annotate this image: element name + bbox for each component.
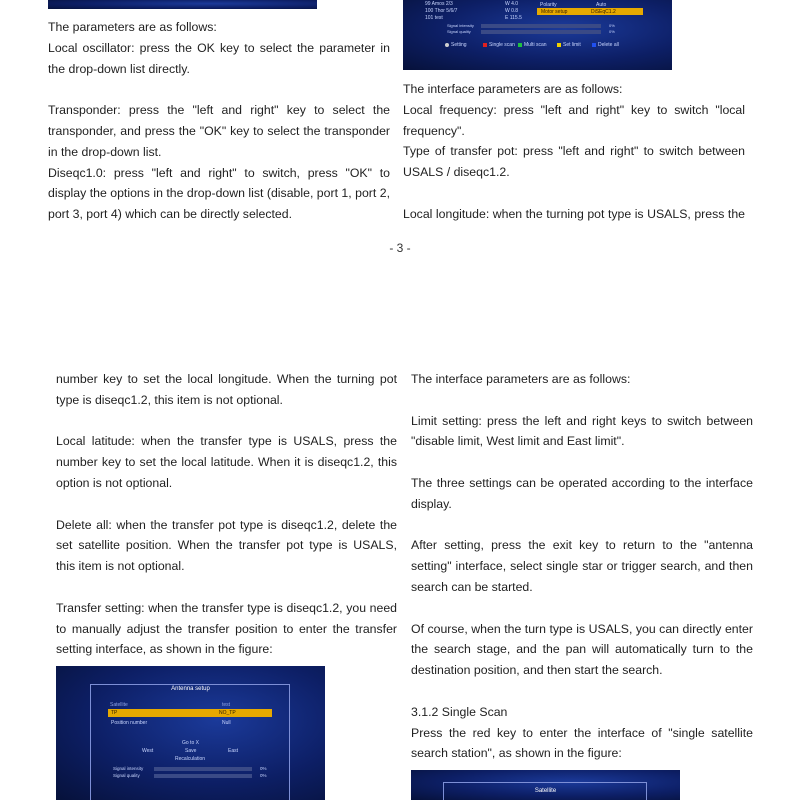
legend-single-scan: Single scan (483, 42, 515, 48)
paragraph: Limit setting: press the left and right keys to switch between "disable limit, West limit and East limit". (411, 413, 753, 449)
signal-intensity-pct: 0% (609, 23, 615, 28)
save-label: Save (185, 748, 197, 754)
motor-value: DiSEqC1.2 (591, 9, 616, 15)
signal-quality-pct: 0% (609, 29, 615, 34)
frame-border (289, 684, 290, 800)
top-left-screenshot (48, 0, 317, 9)
legend-multi-scan: Multi scan (518, 42, 547, 48)
paragraph: The interface parameters are as follows: (403, 82, 623, 96)
paragraph: Local latitude: when the transfer type is USALS, press the number key to set the local latitude. When it is diseqc1.2, this option is not optional. (56, 434, 397, 490)
paragraph: Delete all: when the transfer pot type is diseqc1.2, delete the set satellite position. When the transfer pot type is USALS, this item is not optional. (56, 517, 397, 574)
page2-left-column (56, 369, 397, 660)
frame-border (90, 684, 290, 685)
page1-left-column (48, 17, 390, 225)
signal-intensity-pct: 0% (260, 766, 267, 771)
satellite-screenshot (411, 770, 680, 800)
signal-intensity-label: Signal intensity (113, 766, 144, 771)
sat-row-2: 100 Thor 5/6/7 (425, 8, 458, 14)
legend-setting: Setting (445, 42, 467, 48)
signal-quality-pct: 0% (260, 773, 267, 778)
motor-label: Motor setup (541, 9, 568, 15)
goto-x: Go to X (182, 740, 199, 746)
paragraph: Type of transfer pot: press "left and right" to switch between USALS / diseqc1.2. (403, 144, 745, 180)
paragraph: Diseqc1.0: press "left and right" to switch, press "OK" to display the options in the drop-down list (disable, port 1, port 2, port 3, port 4) which can be directly selected. (48, 165, 390, 222)
legend-delete-all: Delete all (592, 42, 619, 48)
paragraph: Transponder: press the "left and right" key to select the transponder, and press the "OK" key to select the transponder in the drop-down list. (48, 103, 390, 159)
antenna-setup-screenshot (56, 666, 325, 800)
signal-quality-label: Signal quality (447, 29, 471, 34)
antenna-title: Antenna setup (171, 686, 210, 692)
paragraph: After setting, press the exit key to return to the "antenna setting" interface, select single star or trigger search, and then search can be started. (411, 538, 753, 594)
satellite-label: Satellite (110, 702, 128, 708)
signal-intensity-label: Signal intensity (447, 23, 474, 28)
satellite-value: test (222, 702, 231, 708)
sat-row-3-pos: E 115.5 (505, 15, 522, 21)
signal-quality-label: Signal quality (113, 773, 140, 778)
paragraph: number key to set the local longitude. When the turning pot type is diseqc1.2, this item is not optional. (56, 372, 397, 407)
signal-intensity-bar (154, 767, 252, 771)
position-value: Null (222, 720, 231, 726)
frame-border (443, 782, 647, 783)
signal-quality-bar (154, 774, 252, 778)
east-label: East (228, 748, 239, 754)
paragraph: Press the red key to enter the interface of "single satellite search station", as shown in the figure: (411, 725, 753, 761)
tp-label: TP (111, 710, 118, 716)
page-number: - 3 - (389, 241, 411, 255)
sat-row-1-pos: W 4.0 (505, 1, 519, 7)
sat-row-1: 99 Amos 2/3 (425, 1, 453, 7)
paragraph: The three settings can be operated according to the interface display. (411, 475, 753, 511)
sat-row-3: 101 test (425, 15, 443, 21)
paragraph: Local oscillator: press the OK key to select the parameter in the drop-down list directly. (48, 40, 390, 76)
recalculation-label: Recalculation (175, 756, 206, 762)
legend-set-limit: Set limit (557, 42, 581, 48)
tp-highlight (108, 709, 272, 717)
paragraph: Local longitude: when the turning pot type is USALS, press the (403, 206, 745, 221)
satellite-title: Satellite (534, 788, 557, 794)
sat-row-2-pos: W 0.8 (505, 8, 519, 14)
paragraph: The parameters are as follows: (48, 20, 217, 34)
page1-right-column (403, 79, 745, 225)
position-label: Position number (111, 720, 148, 726)
paragraph: The interface parameters are as follows: (411, 372, 631, 386)
tp-value: NO_TP (219, 710, 236, 716)
signal-quality-bar (481, 30, 601, 34)
paragraph: Local frequency: press "left and right" key to switch "local frequency". (403, 102, 745, 138)
signal-intensity-bar (481, 24, 601, 28)
west-label: West (142, 748, 154, 754)
paragraph: Transfer setting: when the transfer type is diseqc1.2, you need to manually adjust the transfer position to enter the transfer setting interface, as shown in the figure: (56, 600, 397, 657)
frame-border (90, 684, 91, 800)
section-heading: 3.1.2 Single Scan (411, 704, 508, 719)
polarity-label: Polarity (540, 2, 557, 8)
page2-right-column (411, 369, 753, 764)
paragraph: Of course, when the turn type is USALS, you can directly enter the search stage, and the pan will automatically turn to the destination position, and then start the search. (411, 621, 753, 678)
polarity-value: Auto (596, 2, 607, 8)
motor-setup-screenshot (403, 0, 672, 70)
